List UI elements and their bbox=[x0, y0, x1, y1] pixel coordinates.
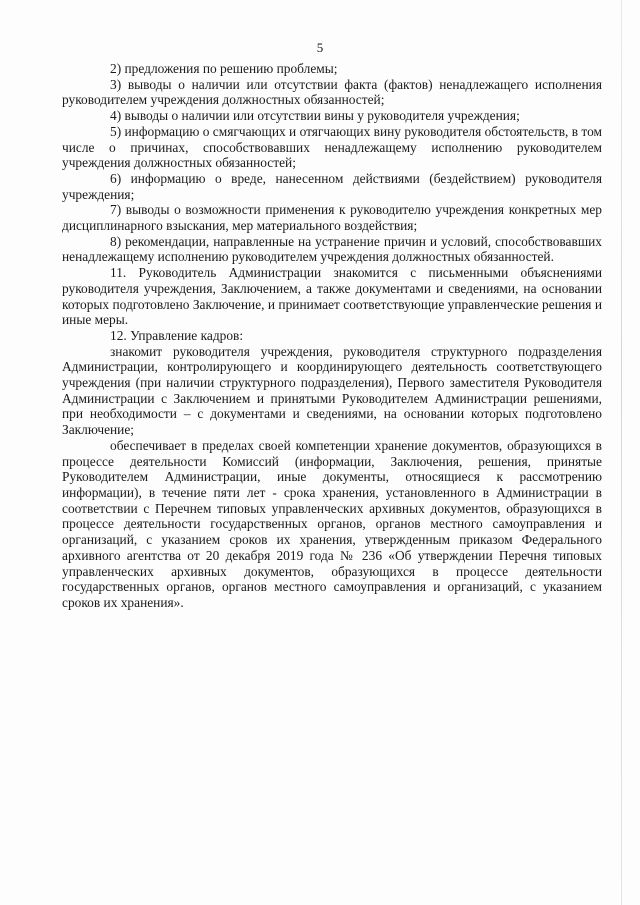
scan-edge bbox=[621, 0, 622, 905]
list-item-7: 7) выводы о возможности применения к руководителю учреждения конкретных мер дисциплинарного взыскания, мер материального воздействия; bbox=[62, 202, 602, 234]
paragraph-12-storage: обеспечивает в пределах своей компетенции хранение документов, образующихся в процессе деятельности Комиссий (информации, Заключения, решения, принятые Руководителем Администрации, иные документы, относящиеся к рассмотрению информации), в течение пяти лет - срока хранения, установленного в Администрации в соответствии с Перечнем типовых управленческих архивных документов, образующихся в процессе деятельности государственных органов, органов местного самоуправления и организаций, с указанием сроков их хранения, утвержденным приказом Федерального архивного агентства от 20 декабря 2019 года № 236 «Об утверждении Перечня типовых управленческих архивных документов, образующихся в процессе деятельности государственных органов, органов местного самоуправления и организаций, с указанием сроков их хранения». bbox=[62, 437, 602, 610]
paragraph-12-familiarizes: знакомит руководителя учреждения, руководителя структурного подразделения Администрации, контролирующего и координирующего деятельность соответствующего учреждения (при наличии структурного подразделения), Первого заместителя Руководителя Администрации с Заключением и принятыми Руководителем Администрации решениями, при необходимости – с документами и сведениями, на основании которых подготовлено Заключение; bbox=[62, 343, 602, 438]
paragraph-11: 11. Руководитель Администрации знакомится с письменными объяснениями руководителя учреждения, Заключением, а также документами и сведениями, на основании которых подготовлено Заключение, и принимает соответствующие управленческие решения и иные меры. bbox=[62, 265, 602, 328]
document-body bbox=[62, 61, 602, 611]
list-item-2: 2) предложения по решению проблемы; bbox=[110, 61, 338, 76]
list-item-5: 5) информацию о смягчающих и отягчающих вину руководителя обстоятельств, в том числе о причинах, способствовавших ненадлежащему исполнению руководителем учреждения должностных обязанностей; bbox=[62, 123, 602, 171]
list-item-6: 6) информацию о вреде, нанесенном действиями (бездействием) руководителя учреждения; bbox=[62, 170, 602, 202]
list-item-8: 8) рекомендации, направленные на устранение причин и условий, способствовавших ненадлежащему исполнению руководителем учреждения должностных обязанностей. bbox=[62, 233, 602, 265]
list-item-3: 3) выводы о наличии или отсутствии факта (фактов) ненадлежащего исполнения руководителем учреждения должностных обязанностей; bbox=[62, 76, 602, 108]
list-item-4: 4) выводы о наличии или отсутствии вины у руководителя учреждения; bbox=[110, 108, 520, 124]
page-number: 5 bbox=[316, 40, 324, 55]
paragraph-12-heading: 12. Управление кадров: bbox=[110, 327, 244, 343]
